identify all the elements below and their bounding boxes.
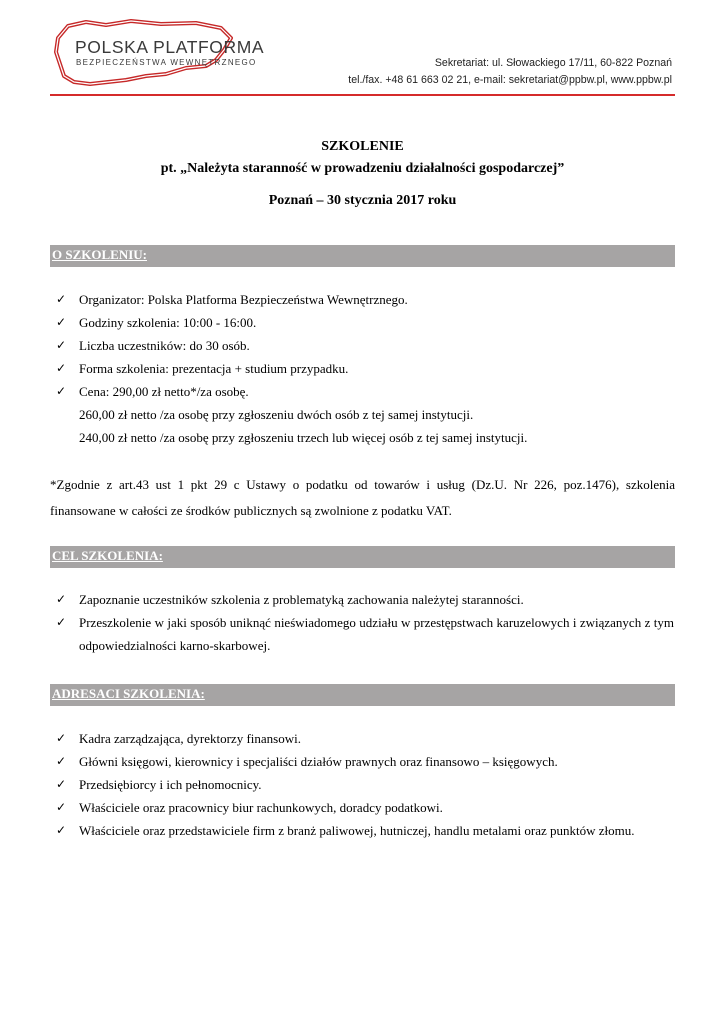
contact-info — [348, 55, 672, 89]
checkmark-icon: ✓ — [56, 315, 67, 329]
list-item: ✓ Kadra zarządzająca, dyrektorzy finansowi. — [54, 727, 674, 750]
logo — [46, 16, 276, 96]
title-date: Poznań – 30 stycznia 2017 roku — [268, 193, 457, 208]
list-item: ✓ Liczba uczestników: do 30 osób. — [54, 334, 674, 357]
checkmark-icon: ✓ — [56, 800, 67, 814]
logo-subtitle: BEZPIECZEŃSTWA WEWNĘTRZNEGO — [76, 58, 257, 67]
list-item: ✓ Główni księgowi, kierownicy i specjaliści działów prawnych oraz finansowo – księgowych. — [54, 750, 674, 773]
checkmark-icon: ✓ — [56, 777, 67, 791]
list-item: ✓ Właściciele oraz przedstawiciele firm z branż paliwowej, hutniczej, handlu metalami oraz punktów złomu. — [54, 819, 674, 842]
price-extra-group — [54, 403, 674, 449]
title-line-1: SZKOLENIE — [321, 139, 404, 154]
section-heading-audience: ADRESACI SZKOLENIA: — [50, 684, 675, 706]
list-item: ✓ Przedsiębiorcy i ich pełnomocnicy. — [54, 773, 674, 796]
checkmark-icon: ✓ — [56, 731, 67, 745]
section-heading-about: O SZKOLENIU: — [50, 245, 675, 267]
checkmark-icon: ✓ — [56, 338, 67, 352]
contact-phone-email: tel./fax. +48 61 663 02 21, e-mail: sekretariat@ppbw.pl, www.ppbw.pl — [348, 74, 672, 86]
logo-title: POLSKA PLATFORMA — [75, 37, 265, 57]
document-title — [50, 139, 675, 209]
header-divider — [50, 94, 675, 96]
goal-list — [54, 588, 674, 657]
section-heading-goal: CEL SZKOLENIA: — [50, 546, 675, 568]
checkmark-icon: ✓ — [56, 361, 67, 375]
list-item: ✓ Cena: 290,00 zł netto*/za osobę. — [54, 380, 674, 403]
list-item: ✓ Organizator: Polska Platforma Bezpieczeństwa Wewnętrznego. — [54, 288, 674, 311]
contact-address: Sekretariat: ul. Słowackiego 17/11, 60-822 Poznań — [434, 57, 672, 69]
checkmark-icon: ✓ — [56, 823, 67, 837]
list-item: ✓ Zapoznanie uczestników szkolenia z problematyką zachowania należytej staranności. — [54, 588, 674, 611]
checkmark-icon: ✓ — [56, 615, 67, 629]
about-list — [54, 288, 674, 449]
checkmark-icon: ✓ — [56, 592, 67, 606]
list-item: ✓ Przeszkolenie w jaki sposób uniknąć nieświadomego udziału w przestępstwach karuzelowych i związanych z tym odpowiedzialności karno-skarbowej. — [54, 611, 674, 657]
list-item: ✓ Forma szkolenia: prezentacja + studium przypadku. — [54, 357, 674, 380]
price-three-persons: 240,00 zł netto /za osobę przy zgłoszeniu trzech lub więcej osób z tej samej instytucji. — [79, 430, 528, 445]
vat-note: *Zgodnie z art.43 ust 1 pkt 29 c Ustawy o podatku od towarów i usług (Dz.U. Nr 226, poz.1476), szkolenia finansowane w całości ze środków publicznych są zwolnione z podatku VAT. — [50, 477, 675, 518]
checkmark-icon: ✓ — [56, 754, 67, 768]
price-two-persons: 260,00 zł netto /za osobę przy zgłoszeniu dwóch osób z tej samej instytucji. — [79, 407, 474, 422]
list-item: ✓ Godziny szkolenia: 10:00 - 16:00. — [54, 311, 674, 334]
audience-list — [54, 727, 674, 842]
list-item: ✓ Właściciele oraz pracownicy biur rachunkowych, doradcy podatkowi. — [54, 796, 674, 819]
title-line-2: pt. „Należyta staranność w prowadzeniu działalności gospodarczej” — [160, 161, 565, 176]
checkmark-icon: ✓ — [56, 384, 67, 398]
checkmark-icon: ✓ — [56, 292, 67, 306]
